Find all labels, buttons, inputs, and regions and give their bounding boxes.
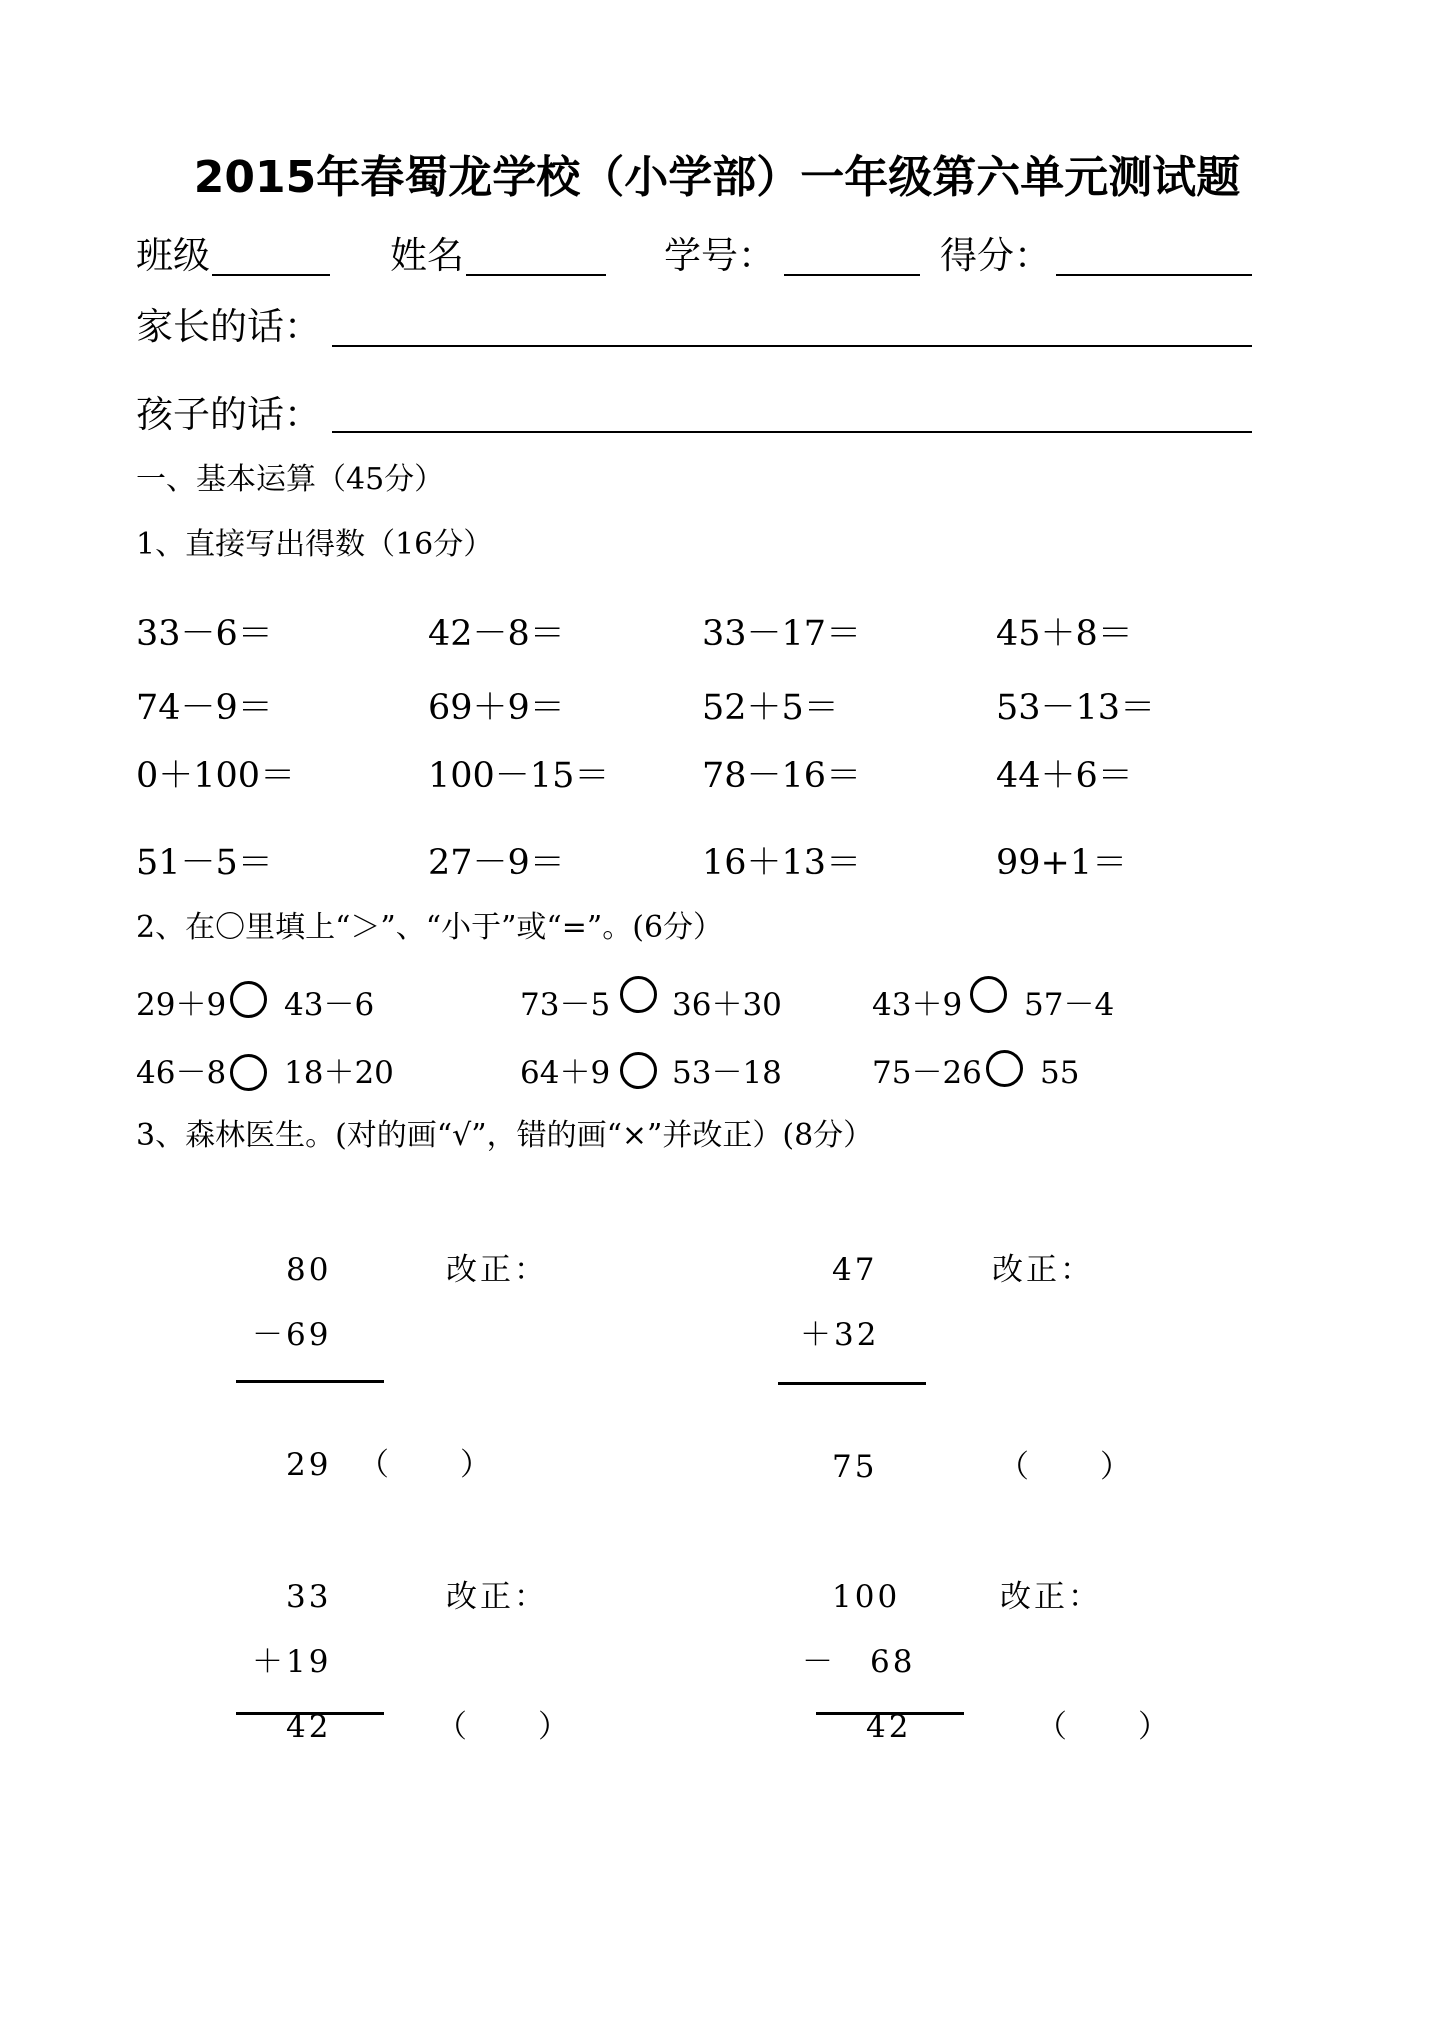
problem-operand: －69 — [252, 1317, 332, 1353]
problem-result: 29 — [286, 1447, 332, 1483]
judge-paren[interactable]: （ ） — [436, 1709, 572, 1745]
problem-line — [236, 1380, 384, 1383]
problem-line — [778, 1382, 926, 1385]
compare-right: 18＋20 — [284, 1055, 394, 1091]
calc-item: 100－15＝ — [428, 756, 610, 796]
compare-right: 55 — [1040, 1055, 1080, 1091]
score-blank[interactable] — [1056, 274, 1252, 276]
parent-comment-label: 家长的话： — [136, 305, 321, 348]
calc-item: 45＋8＝ — [996, 614, 1133, 654]
calc-item: 33－6＝ — [136, 614, 273, 654]
compare-circle[interactable] — [230, 981, 267, 1018]
calc-item: 53－13＝ — [996, 688, 1156, 728]
compare-circle[interactable] — [620, 976, 657, 1013]
question-1-heading: 1、直接写出得数（16分） — [136, 527, 494, 562]
correction-label: 改正： — [446, 1579, 548, 1615]
compare-left: 29＋9 — [136, 987, 227, 1023]
compare-circle[interactable] — [230, 1054, 267, 1091]
parent-comment-blank[interactable] — [332, 345, 1252, 347]
score-label: 得分： — [940, 234, 1051, 277]
question-3-heading: 3、森林医生。(对的画“√”，错的画“×”并改正）(8分） — [136, 1118, 874, 1153]
calc-item: 51－5＝ — [136, 843, 273, 883]
name-label: 姓名 — [390, 234, 464, 277]
compare-right: 36＋30 — [672, 987, 782, 1023]
name-blank[interactable] — [466, 274, 606, 276]
calc-item: 74－9＝ — [136, 688, 273, 728]
compare-left: 43＋9 — [872, 987, 963, 1023]
page-title: 2015年春蜀龙学校（小学部）一年级第六单元测试题 — [193, 152, 1241, 203]
problem-operand: ＋32 — [800, 1317, 880, 1353]
compare-left: 46－8 — [136, 1055, 227, 1091]
question-2-heading: 2、在〇里填上“＞”、“小于”或“=”。(6分） — [136, 910, 724, 945]
class-label: 班级 — [136, 234, 210, 277]
compare-circle[interactable] — [970, 976, 1007, 1013]
student-id-label: 学号： — [664, 234, 775, 277]
calc-item: 16＋13＝ — [702, 843, 862, 883]
judge-paren[interactable]: （ ） — [998, 1449, 1134, 1485]
calc-item: 0＋100＝ — [136, 756, 296, 796]
compare-circle[interactable] — [986, 1050, 1023, 1087]
correction-label: 改正： — [992, 1252, 1094, 1288]
compare-circle[interactable] — [620, 1052, 657, 1089]
problem-top-number: 80 — [286, 1252, 332, 1288]
problem-operand: ＋19 — [252, 1644, 332, 1680]
class-blank[interactable] — [212, 274, 330, 276]
calc-item: 69＋9＝ — [428, 688, 565, 728]
calc-item: 44＋6＝ — [996, 756, 1133, 796]
problem-result: 42 — [286, 1709, 332, 1745]
problem-result: 42 — [866, 1709, 912, 1745]
correction-label: 改正： — [446, 1252, 548, 1288]
problem-operand: － 68 — [802, 1644, 916, 1680]
calc-item: 27－9＝ — [428, 843, 565, 883]
correction-label: 改正： — [1000, 1579, 1102, 1615]
compare-left: 73－5 — [520, 987, 611, 1023]
compare-right: 43－6 — [284, 987, 375, 1023]
child-comment-label: 孩子的话： — [136, 393, 321, 436]
compare-left: 64＋9 — [520, 1055, 611, 1091]
calc-item: 78－16＝ — [702, 756, 862, 796]
problem-top-number: 100 — [832, 1579, 901, 1615]
judge-paren[interactable]: （ ） — [1036, 1709, 1172, 1745]
problem-top-number: 33 — [286, 1579, 332, 1615]
compare-right: 57－4 — [1024, 987, 1115, 1023]
calc-item: 33－17＝ — [702, 614, 862, 654]
section-heading: 一、基本运算（45分） — [136, 462, 445, 497]
problem-top-number: 47 — [832, 1252, 878, 1288]
student-id-blank[interactable] — [784, 274, 920, 276]
problem-result: 75 — [832, 1449, 878, 1485]
compare-left: 75－26 — [872, 1055, 982, 1091]
calc-item: 42－8＝ — [428, 614, 565, 654]
compare-right: 53－18 — [672, 1055, 782, 1091]
child-comment-blank[interactable] — [332, 431, 1252, 433]
calc-item: 99+1＝ — [996, 843, 1128, 883]
calc-item: 52＋5＝ — [702, 688, 839, 728]
judge-paren[interactable]: （ ） — [358, 1447, 494, 1483]
